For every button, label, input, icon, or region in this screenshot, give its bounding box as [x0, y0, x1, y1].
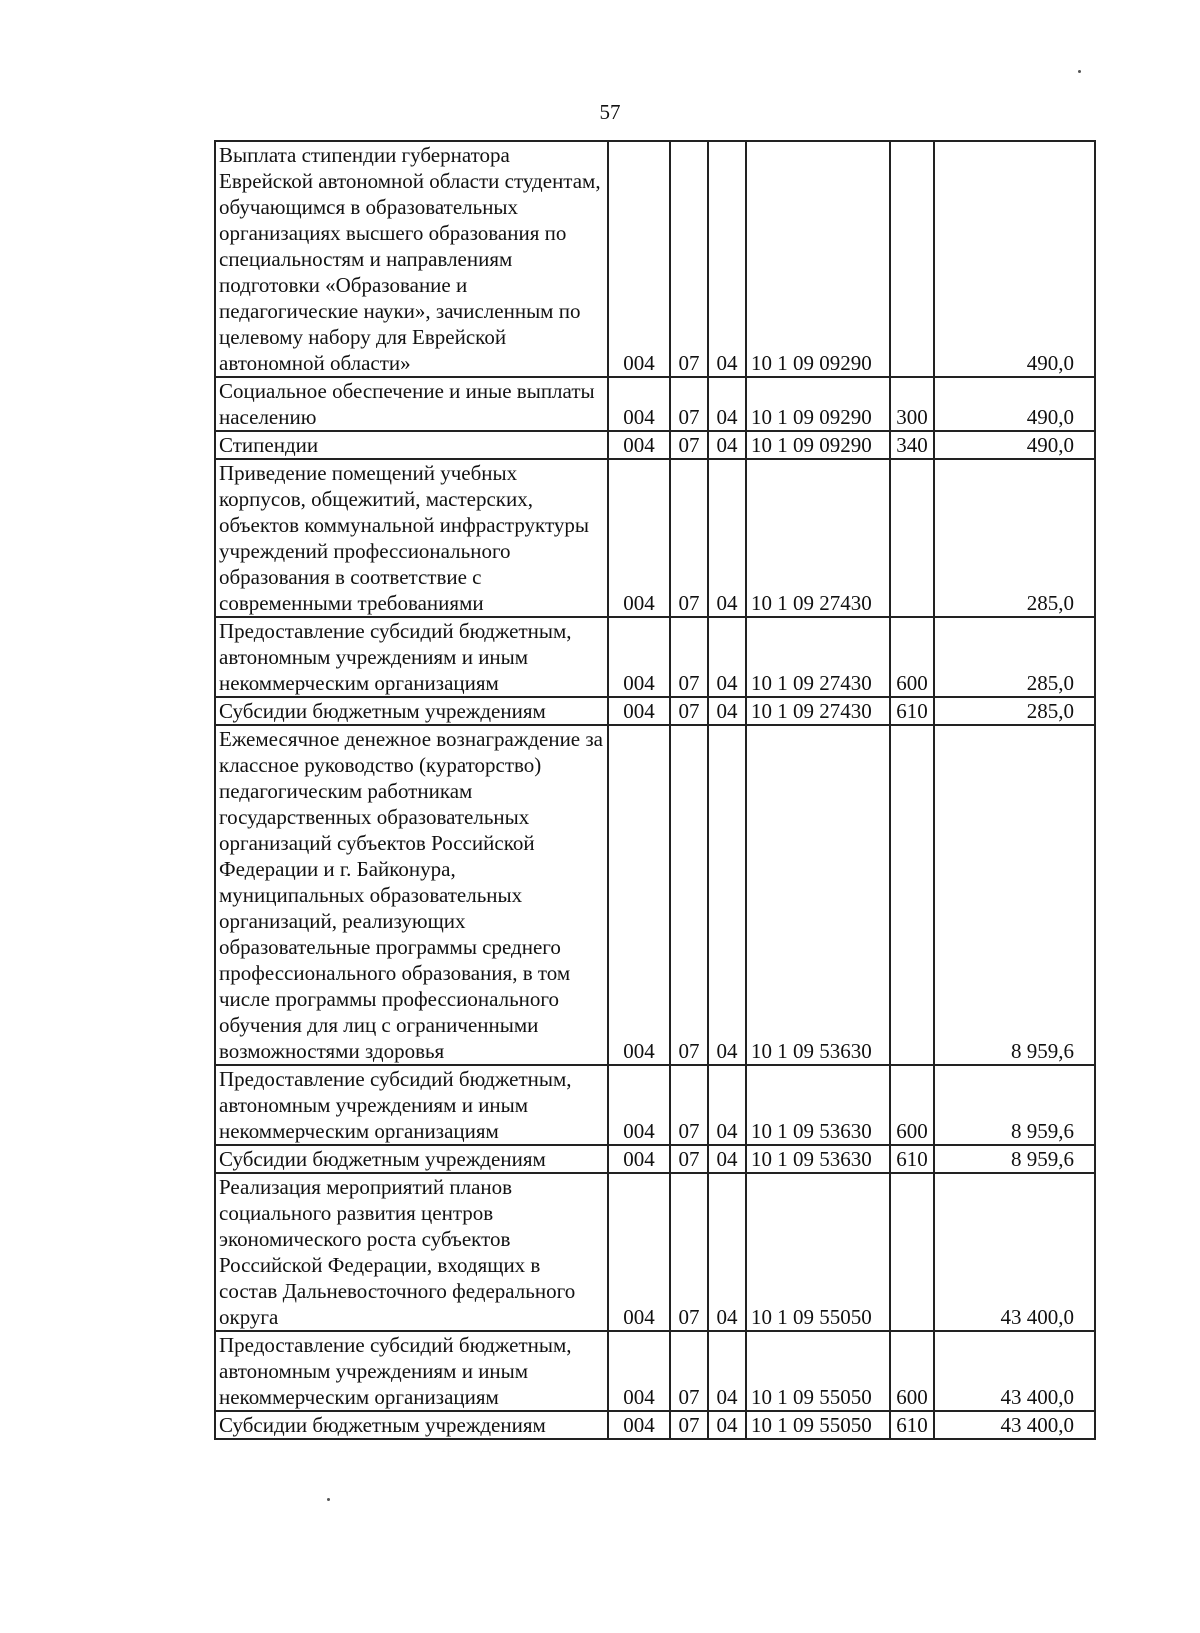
- row-sum: 285,0: [934, 617, 1095, 697]
- row-sum: 490,0: [934, 377, 1095, 431]
- row-name: Предоставление субсидий бюджетным, автономным учреждениям и иным некоммерческим организациям: [215, 1331, 608, 1411]
- budget-table-body: [215, 141, 1095, 1439]
- row-cs: 10 1 09 27430: [746, 617, 890, 697]
- row-sum: 8 959,6: [934, 1065, 1095, 1145]
- row-vr: 610: [890, 697, 934, 725]
- row-sum: 285,0: [934, 459, 1095, 617]
- row-cs: 10 1 09 27430: [746, 459, 890, 617]
- row-rz: 07: [670, 377, 708, 431]
- row-vr: 340: [890, 431, 934, 459]
- row-pr: 04: [708, 1145, 746, 1173]
- row-vr: 600: [890, 1331, 934, 1411]
- table-row: [215, 725, 1095, 1065]
- row-sum: 8 959,6: [934, 1145, 1095, 1173]
- page-number: 57: [599, 100, 621, 124]
- row-pr: 04: [708, 141, 746, 377]
- row-cs: 10 1 09 53630: [746, 1065, 890, 1145]
- table-row: [215, 141, 1095, 377]
- row-gr: 004: [608, 141, 670, 377]
- table-row: [215, 697, 1095, 725]
- row-rz: 07: [670, 1145, 708, 1173]
- row-vr: 600: [890, 1065, 934, 1145]
- row-pr: 04: [708, 431, 746, 459]
- row-sum: 285,0: [934, 697, 1095, 725]
- row-vr: 610: [890, 1411, 934, 1439]
- row-gr: 004: [608, 377, 670, 431]
- row-pr: 04: [708, 1065, 746, 1145]
- row-sum: 43 400,0: [934, 1173, 1095, 1331]
- scan-speck: [327, 1498, 330, 1501]
- row-name: Предоставление субсидий бюджетным, автономным учреждениям и иным некоммерческим организациям: [215, 1065, 608, 1145]
- row-rz: 07: [670, 141, 708, 377]
- row-vr: [890, 141, 934, 377]
- table-row: [215, 377, 1095, 431]
- row-cs: 10 1 09 09290: [746, 141, 890, 377]
- row-sum: 490,0: [934, 141, 1095, 377]
- row-gr: 004: [608, 431, 670, 459]
- table-row: [215, 1145, 1095, 1173]
- table-row: [215, 1411, 1095, 1439]
- row-name: Субсидии бюджетным учреждениям: [215, 697, 608, 725]
- row-sum: 43 400,0: [934, 1411, 1095, 1439]
- row-name: Реализация мероприятий планов социального развития центров экономического роста субъектов Российской Федерации, входящих в состав Дальневосточного федерального округа: [215, 1173, 608, 1331]
- row-gr: 004: [608, 1411, 670, 1439]
- row-cs: 10 1 09 27430: [746, 697, 890, 725]
- row-gr: 004: [608, 725, 670, 1065]
- row-cs: 10 1 09 53630: [746, 725, 890, 1065]
- row-vr: 300: [890, 377, 934, 431]
- row-rz: 07: [670, 725, 708, 1065]
- row-gr: 004: [608, 1331, 670, 1411]
- table-row: [215, 459, 1095, 617]
- row-rz: 07: [670, 1411, 708, 1439]
- table-row: [215, 617, 1095, 697]
- row-name: Субсидии бюджетным учреждениям: [215, 1411, 608, 1439]
- table-row: [215, 1331, 1095, 1411]
- row-sum: 490,0: [934, 431, 1095, 459]
- row-name: Выплата стипендии губернатора Еврейской автономной области студентам, обучающимся в образовательных организациях высшего образования по специальностям и направлениям подготовки «Образование и педагогические науки», зачисленным по целевому набору для Еврейской автономной области»: [215, 141, 608, 377]
- row-cs: 10 1 09 55050: [746, 1331, 890, 1411]
- row-vr: [890, 459, 934, 617]
- row-name: Приведение помещений учебных корпусов, общежитий, мастерских, объектов коммунальной инфраструктуры учреждений профессионального образования в соответствие с современными требованиями: [215, 459, 608, 617]
- row-gr: 004: [608, 1173, 670, 1331]
- row-rz: 07: [670, 459, 708, 617]
- row-pr: 04: [708, 697, 746, 725]
- scan-speck: [1078, 70, 1081, 73]
- row-pr: 04: [708, 459, 746, 617]
- row-pr: 04: [708, 1331, 746, 1411]
- row-vr: [890, 725, 934, 1065]
- row-rz: 07: [670, 697, 708, 725]
- row-cs: 10 1 09 09290: [746, 377, 890, 431]
- row-cs: 10 1 09 55050: [746, 1411, 890, 1439]
- row-name: Предоставление субсидий бюджетным, автономным учреждениям и иным некоммерческим организациям: [215, 617, 608, 697]
- table-row: [215, 1173, 1095, 1331]
- row-gr: 004: [608, 1145, 670, 1173]
- row-pr: 04: [708, 377, 746, 431]
- row-sum: 43 400,0: [934, 1331, 1095, 1411]
- row-cs: 10 1 09 55050: [746, 1173, 890, 1331]
- row-name: Ежемесячное денежное вознаграждение за классное руководство (кураторство) педагогическим работникам государственных образовательных организаций субъектов Российской Федерации и г. Байконура, муниципальных образовательных организаций, реализующих образовательные программы среднего профессионального образования, в том числе программы профессионального обучения для лиц с ограниченными возможностями здоровья: [215, 725, 608, 1065]
- row-rz: 07: [670, 431, 708, 459]
- row-cs: 10 1 09 09290: [746, 431, 890, 459]
- row-gr: 004: [608, 459, 670, 617]
- budget-table: [214, 140, 1096, 1440]
- row-vr: 600: [890, 617, 934, 697]
- row-rz: 07: [670, 617, 708, 697]
- row-pr: 04: [708, 617, 746, 697]
- row-name: Социальное обеспечение и иные выплаты населению: [215, 377, 608, 431]
- row-name: Стипендии: [215, 431, 608, 459]
- table-row: [215, 1065, 1095, 1145]
- row-rz: 07: [670, 1331, 708, 1411]
- row-vr: 610: [890, 1145, 934, 1173]
- row-sum: 8 959,6: [934, 725, 1095, 1065]
- row-pr: 04: [708, 1411, 746, 1439]
- row-pr: 04: [708, 1173, 746, 1331]
- row-cs: 10 1 09 53630: [746, 1145, 890, 1173]
- row-vr: [890, 1173, 934, 1331]
- row-pr: 04: [708, 725, 746, 1065]
- row-gr: 004: [608, 617, 670, 697]
- table-row: [215, 431, 1095, 459]
- row-gr: 004: [608, 1065, 670, 1145]
- row-name: Субсидии бюджетным учреждениям: [215, 1145, 608, 1173]
- row-rz: 07: [670, 1065, 708, 1145]
- row-gr: 004: [608, 697, 670, 725]
- row-rz: 07: [670, 1173, 708, 1331]
